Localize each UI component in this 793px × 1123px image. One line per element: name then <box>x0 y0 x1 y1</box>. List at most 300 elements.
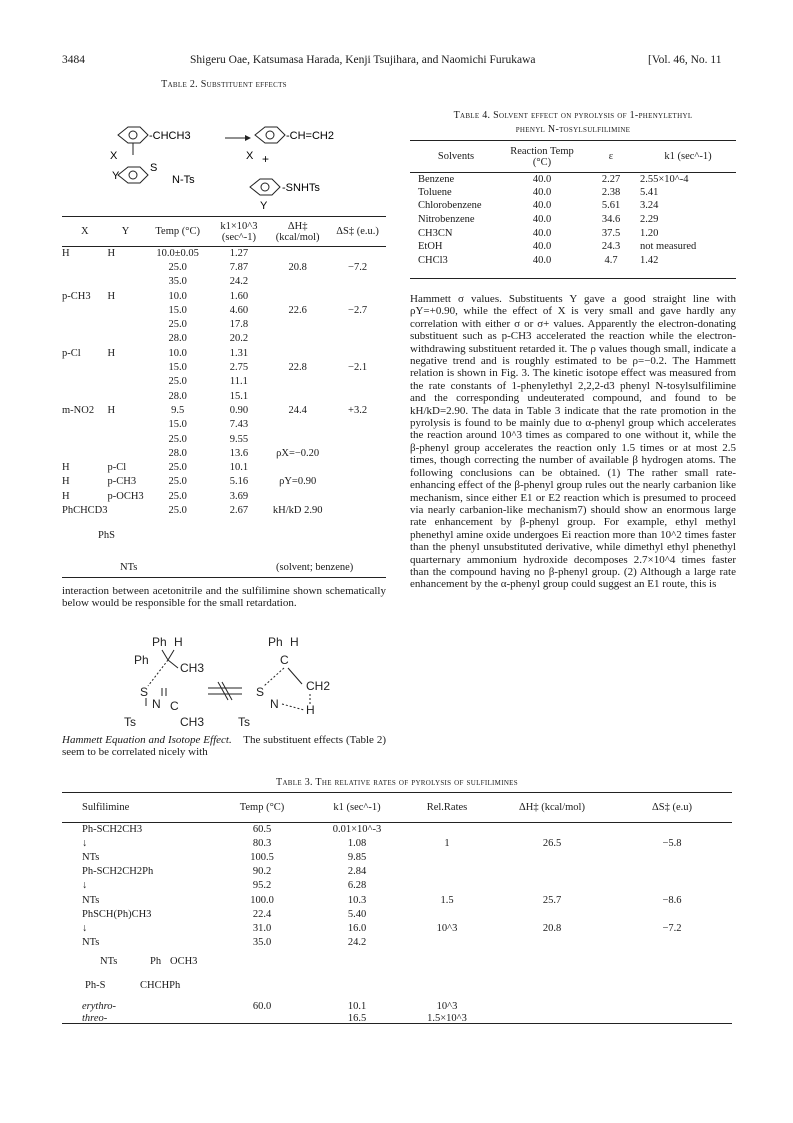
th-k1: k1 (sec^-1) <box>664 151 712 163</box>
cell-ds: −5.8 <box>662 837 682 849</box>
table4-top-rule <box>410 140 736 141</box>
scheme-label: -SNHTs <box>282 182 320 194</box>
table4-caption-line1: Table 4. Solvent effect on pyrolysis of 1-phenylethyl <box>453 110 693 121</box>
cell-x <box>62 360 108 374</box>
cell-temp: 25.0 <box>168 376 187 388</box>
table-row <box>410 172 736 186</box>
cell-dh <box>266 317 329 331</box>
cell-y <box>108 303 144 317</box>
cell-x <box>62 418 108 432</box>
table-row <box>62 303 386 317</box>
cell-k1: 5.16 <box>229 476 249 488</box>
cell-y <box>108 432 144 446</box>
cell-ds <box>612 865 732 879</box>
table2-phs-label: PhS <box>98 530 115 541</box>
left-paragraph-2 <box>62 734 386 759</box>
cell-sulfilimine: NTs <box>82 851 100 863</box>
benzene-ring-4 <box>250 179 280 195</box>
cell-k1: 0.90 <box>229 404 249 416</box>
cell-k1: 1.20 <box>640 227 659 239</box>
cell-rel-rate: 1.5 <box>440 894 454 906</box>
table3-caption: Table 3. The relative rates of pyrolysis of sulfilimines <box>276 777 518 788</box>
cell-ds <box>612 950 732 1012</box>
cell-temp: 35.0 <box>252 937 272 949</box>
cell-ds <box>612 822 732 836</box>
cell-temp: 15.0 <box>168 419 187 431</box>
table-row <box>62 275 386 289</box>
th-temp: Temp (°C) <box>239 802 285 814</box>
benzene-ring-3 <box>255 127 285 143</box>
table-row <box>62 446 386 460</box>
cell-sulfilimine: ↓ <box>82 922 88 934</box>
cell-temp: 25.0 <box>168 504 187 516</box>
cell-k1: 3.69 <box>229 490 249 502</box>
cell-temp: 40.0 <box>532 186 552 198</box>
cell-k1: 16.0 <box>347 922 367 934</box>
cell-x <box>62 317 108 331</box>
cell-rel-rate <box>402 850 492 864</box>
cell-ds <box>329 475 386 489</box>
cell-ds <box>329 418 386 432</box>
cell-k1: 17.8 <box>229 319 249 331</box>
cell-x: H <box>62 476 70 488</box>
scheme-label: Ts <box>124 715 136 728</box>
cell-k1: 7.87 <box>229 261 249 273</box>
table-row <box>62 822 732 836</box>
scheme-label: -CHCH3 <box>149 130 191 142</box>
cell-sulfilimine: ↓ <box>82 880 88 892</box>
cell-k1: 2.75 <box>229 362 249 374</box>
th-k1: k1 (sec^-1) <box>333 802 381 814</box>
cell-ds <box>329 375 386 389</box>
table-row <box>62 489 386 503</box>
cell-rel-rate <box>402 865 492 879</box>
cell-dh <box>266 460 329 474</box>
cell-sulfilimine: erythro- <box>82 1000 117 1012</box>
table-row <box>62 260 386 274</box>
left-paragraph-2-text: The substituent effects (Table 2) seem to be correlated nicely with <box>62 734 386 759</box>
scheme-label: S <box>140 685 149 699</box>
cell-x <box>62 389 108 403</box>
table-row <box>62 332 386 346</box>
table-row <box>62 432 386 446</box>
cell-dh: 25.7 <box>542 894 562 906</box>
cell-dh: ρY=0.90 <box>279 476 317 488</box>
cell-sulfilimine: threo- <box>82 1013 108 1025</box>
cell-x: H <box>62 247 70 259</box>
cell-ds <box>329 275 386 289</box>
cell-dh <box>266 275 329 289</box>
cell-k1: 24.2 <box>347 937 367 949</box>
scheme-label: N <box>270 697 279 711</box>
table2-header-row <box>62 218 386 246</box>
cell-temp: 25.0 <box>168 319 187 331</box>
cell-y <box>108 360 144 374</box>
cell-dh <box>492 907 612 921</box>
scheme-label: S <box>256 685 265 699</box>
cell-temp: 60.5 <box>252 823 272 835</box>
cell-temp: 100.0 <box>250 894 274 906</box>
cell-y: p-OCH3 <box>107 490 144 502</box>
cell-temp: 40.0 <box>532 227 552 239</box>
arrow-head <box>245 135 251 141</box>
scheme-label: S <box>150 162 158 174</box>
cell-rel-rate: 10^3 <box>436 1000 458 1012</box>
table-row <box>62 246 386 260</box>
table-row <box>62 879 732 893</box>
cell-temp: 25.0 <box>168 490 187 502</box>
th-dh: ΔH‡ (kcal/mol) <box>519 802 585 814</box>
cell-y <box>108 275 144 289</box>
cell-y: H <box>107 404 116 416</box>
scheme-label: X <box>246 150 254 162</box>
right-column-paragraph: Hammett σ values. Substituents Y gave a good straight line with ρY=+0.90, while the effect of X is very small and gave hardly any correlation with either σ or σ+ values. Apparently the electron-donating substituent such as p-CH3 accelerated the reaction while the electron-withdrawing substituent retarded it. The ρ values though small, indicate a negative trend and is roughly estimated to be ρ=−0.2. The Hammett relation is shown in Fig. 3. The kinetic isotope effect was measured from the rate constants of 1-phenylethyl 2,2,2-d3 phenyl N-tosylsulfilimine and the corresponding undeuterated compound, and found to be kH/kD=2.90. The data in Table 3 indicate that the rate promotion in the pyrolysis is found to be mainly due to α-phenyl group which accelerates the reaction around 10^3 times as compared to one without it, while the β-phenyl group accelerates the reaction only 1.5 times or at most 2.5 times, though correcting the number of available β hydrogen atoms. The following conclusions can be obtained. (1) The rather small rate-enhancing effect of the β-phenyl group rules out the nearly carbanion like mechanism, since either E1 or E2 reaction which is presumed to proceed via nearly carbanion-like mechanism7) should show an enormous large rate enhancement by β-phenyl group. For example, ethyl methyl phenethyl amine oxide undergoes Ei reaction more than 10^2 times faster than the phenyl unsubstituted derivative, while dimethyl ethyl phenethyl quarternary ammonium hydroxide decomposes 2.7×10^4 times faster than the compound having no β-phenyl group. (2) Although a large rate enhancement by the α-phenyl group could suggest an E1 route, this is <box>410 293 736 591</box>
cell-dh <box>492 822 612 836</box>
table2 <box>62 218 386 518</box>
cell-solvent: CHCl3 <box>418 254 448 266</box>
th-dh: ΔH‡ (kcal/mol) <box>275 220 320 243</box>
cell-k1: 15.1 <box>229 390 249 402</box>
cell-dh <box>266 375 329 389</box>
cell-x: H <box>62 490 70 502</box>
acetonitrile-interaction-scheme <box>110 632 360 728</box>
cell-dh <box>266 346 329 360</box>
struct-label-och3: OCH3 <box>170 956 198 967</box>
table2-bottom-rule <box>62 577 386 578</box>
cell-sulfilimine: NTs <box>82 937 100 949</box>
cell-dh <box>266 418 329 432</box>
table2-footnote: (solvent; benzene) <box>276 562 354 573</box>
table-row <box>410 199 736 213</box>
cell-epsilon: 34.6 <box>601 214 621 226</box>
cell-sulfilimine: PhSCH(Ph)CH3 <box>82 908 152 920</box>
cell-temp: 25.0 <box>168 476 187 488</box>
table4-caption-line2: phenyl N-tosylsulfilimine <box>515 124 631 135</box>
cell-y: H <box>107 247 116 259</box>
cell-k1: 2.84 <box>347 866 367 878</box>
cell-k1: 4.60 <box>229 304 249 316</box>
cell-k1: 5.41 <box>640 186 659 198</box>
cell-y: p-Cl <box>107 462 127 474</box>
cell-ds: −2.1 <box>348 362 368 374</box>
scheme-label: -CH=CH2 <box>286 130 334 142</box>
cell-epsilon: 2.38 <box>601 186 621 198</box>
scheme-label: CH2 <box>306 679 331 693</box>
cell-temp: 80.3 <box>252 837 272 849</box>
cell-temp: 35.0 <box>168 276 187 288</box>
table-row <box>62 907 732 921</box>
cell-temp: 40.0 <box>532 241 552 253</box>
cell-x <box>62 432 108 446</box>
cell-x: PhCHCD3 <box>62 504 108 516</box>
left-paragraph-1: interaction between acetonitrile and the sulfilimine shown schematically below would be responsible for the small retardation. <box>62 585 386 610</box>
cell-y <box>108 503 144 517</box>
cell-sulfilimine: Ph-SCH2CH2Ph <box>82 866 154 878</box>
scheme-label: H <box>306 703 315 717</box>
cell-sulfilimine: Ph-SCH2CH3 <box>82 823 143 835</box>
cell-y <box>108 260 144 274</box>
scheme-label: N-Ts <box>172 174 195 186</box>
cell-k1: 10.3 <box>347 894 367 906</box>
cell-solvent: EtOH <box>418 241 443 253</box>
cell-temp: 100.5 <box>250 851 274 863</box>
cell-rel-rate: 1 <box>444 837 450 849</box>
table-row <box>62 289 386 303</box>
scheme-label: CH3 <box>180 661 205 675</box>
cell-temp: 40.0 <box>532 200 552 212</box>
table-row <box>62 418 386 432</box>
cell-temp: 15.0 <box>168 304 187 316</box>
scheme-label: Ts <box>238 715 250 728</box>
cell-k1: 7.43 <box>229 419 249 431</box>
cell-k1: 16.5 <box>347 1013 367 1025</box>
cell-dh <box>266 432 329 446</box>
cell-k1: 11.1 <box>229 376 248 388</box>
cell-ds <box>329 346 386 360</box>
scheme-label: CH3 <box>180 715 205 728</box>
table-row <box>410 254 736 268</box>
cell-temp: 60.0 <box>252 1000 272 1012</box>
cell-k1: 6.28 <box>347 880 367 892</box>
cell-k1: 10.1 <box>347 1000 367 1012</box>
cell-dh <box>492 936 612 950</box>
cell-ds: −7.2 <box>662 922 682 934</box>
cell-temp: 40.0 <box>532 214 552 226</box>
table2-nts-label: NTs <box>120 562 138 573</box>
th-epsilon: ε <box>608 151 614 163</box>
table2-top-rule <box>62 216 386 217</box>
th-y: Y <box>121 226 130 238</box>
cell-dh: 20.8 <box>288 261 307 273</box>
scheme-label: H <box>290 635 299 649</box>
table-row <box>62 403 386 417</box>
cell-ds <box>329 503 386 517</box>
cell-x <box>62 332 108 346</box>
cell-y: p-CH3 <box>107 476 137 488</box>
cell-x <box>62 303 108 317</box>
table2-reaction-scheme <box>100 95 350 215</box>
th-k1: k1×10^3 (sec^-1) <box>220 220 258 243</box>
cell-sulfilimine: NTs <box>82 894 100 906</box>
cell-ds <box>612 936 732 950</box>
scheme-label: Ph <box>134 653 149 667</box>
cell-dh <box>492 850 612 864</box>
cell-epsilon: 5.61 <box>601 200 621 212</box>
scheme-label: X <box>110 150 118 162</box>
cell-rel-rate: 10^3 <box>436 922 458 934</box>
cell-solvent: Toluene <box>418 186 452 198</box>
cell-temp: 25.0 <box>168 462 187 474</box>
cell-x <box>62 375 108 389</box>
cell-dh <box>492 950 612 1012</box>
scheme-label: Ph <box>268 635 283 649</box>
table-row <box>62 921 732 935</box>
cell-dh: 26.5 <box>542 837 562 849</box>
cell-temp: 10.0 <box>168 290 187 302</box>
journal-volume: [Vol. 46, No. 11 <box>648 54 722 66</box>
cell-rel-rate: 1.5×10^3 <box>427 1013 467 1025</box>
cell-dh: kH/kD 2.90 <box>272 504 323 516</box>
cell-temp: 28.0 <box>168 333 187 345</box>
cell-k1: 5.40 <box>347 908 367 920</box>
scheme-label: + <box>262 152 270 166</box>
cell-temp: 25.0 <box>168 433 187 445</box>
cell-y: H <box>107 347 116 359</box>
cell-k1: 24.2 <box>229 276 249 288</box>
cell-epsilon: 37.5 <box>601 227 621 239</box>
table-row <box>62 389 386 403</box>
cell-k1: not measured <box>640 241 697 253</box>
cell-solvent: Chlorobenzene <box>418 200 482 212</box>
th-sulfilimine: Sulfilimine <box>82 802 130 814</box>
scheme-label: Y <box>260 200 268 212</box>
cell-epsilon: 24.3 <box>601 241 621 253</box>
scheme-label: C <box>280 653 289 667</box>
cell-dh: 20.8 <box>542 922 562 934</box>
cell-k1: 1.31 <box>229 347 249 359</box>
cell-k1: 9.85 <box>347 851 367 863</box>
table-row <box>62 317 386 331</box>
cell-dh <box>266 489 329 503</box>
th-ds: ΔS‡ (e.u) <box>652 802 692 814</box>
cell-y <box>108 389 144 403</box>
cell-k1: 1.08 <box>347 837 367 849</box>
cell-k1: 1.42 <box>640 254 659 266</box>
cell-rel-rate <box>402 822 492 836</box>
table3 <box>62 794 732 1026</box>
cell-epsilon: 2.27 <box>601 173 621 185</box>
cell-ds <box>612 850 732 864</box>
th-reaction-temp: Reaction Temp (°C) <box>510 145 574 168</box>
cell-k1: 1.60 <box>229 290 249 302</box>
scheme-label: Ph <box>152 635 167 649</box>
table-row <box>62 850 732 864</box>
cell-ds <box>329 317 386 331</box>
section-heading: Hammett Equation and Isotope Effect. <box>62 734 232 746</box>
cell-epsilon: 4.7 <box>604 254 618 266</box>
table-row <box>62 460 386 474</box>
cell-sulfilimine: ↓ <box>82 837 88 849</box>
table-row <box>410 226 736 240</box>
cell-solvent: CH3CN <box>418 227 453 239</box>
scheme-label: H <box>174 635 183 649</box>
cell-ds: −7.2 <box>348 261 368 273</box>
cell-y <box>108 375 144 389</box>
cell-temp: 10.0 <box>168 347 187 359</box>
table3-bottom-rule <box>62 1023 732 1024</box>
cell-y <box>108 317 144 331</box>
cell-k1: 9.55 <box>229 433 249 445</box>
cell-temp: 40.0 <box>532 254 552 266</box>
cell-k1: 0.01×10^-3 <box>332 823 382 835</box>
cell-ds <box>329 389 386 403</box>
cell-dh <box>492 865 612 879</box>
cell-solvent: Benzene <box>418 173 455 185</box>
th-x: X <box>80 226 89 238</box>
cell-y <box>108 446 144 460</box>
scheme-label: C <box>170 699 179 713</box>
cell-x <box>62 446 108 460</box>
table2-caption: Table 2. Substituent effects <box>161 79 287 90</box>
cell-x: p-Cl <box>62 347 81 359</box>
table-row <box>62 836 732 850</box>
table-row <box>62 475 386 489</box>
table3-top-rule <box>62 792 732 793</box>
cell-dh: 22.8 <box>288 362 307 374</box>
cell-ds <box>612 907 732 921</box>
struct-label-chchph: CHCHPh <box>140 980 181 991</box>
cell-ds <box>612 879 732 893</box>
cell-ds <box>329 432 386 446</box>
cell-dh <box>266 389 329 403</box>
cell-ds <box>329 489 386 503</box>
cell-temp: 22.4 <box>252 908 272 920</box>
cell-k1: 2.67 <box>229 504 249 516</box>
th-rel-rates: Rel.Rates <box>426 802 468 814</box>
table-row <box>62 375 386 389</box>
cell-temp: 90.2 <box>252 866 272 878</box>
cell-temp: 28.0 <box>168 390 187 402</box>
cell-ds: +3.2 <box>348 404 368 416</box>
cell-solvent: Nitrobenzene <box>418 214 475 226</box>
cell-dh: 22.6 <box>288 304 307 316</box>
cell-temp: 9.5 <box>171 404 185 416</box>
struct-label-phs: Ph-S <box>85 980 106 991</box>
cell-temp: 28.0 <box>168 447 187 459</box>
th-temp: Temp (°C) <box>155 226 200 238</box>
cell-y: H <box>107 290 116 302</box>
cell-k1: 1.27 <box>229 247 249 259</box>
table4 <box>410 142 736 267</box>
table-row <box>62 360 386 374</box>
cell-k1: 13.6 <box>229 447 249 459</box>
table-row <box>62 503 386 517</box>
cell-dh <box>492 879 612 893</box>
cell-rel-rate <box>402 936 492 950</box>
page-number: 3484 <box>62 54 85 66</box>
table-row <box>62 346 386 360</box>
cell-ds: −2.7 <box>348 304 368 316</box>
cell-dh: ρX=−0.20 <box>276 447 320 459</box>
cell-rel-rate <box>402 907 492 921</box>
cell-dh: 24.4 <box>288 404 307 416</box>
table-row <box>410 186 736 200</box>
cell-ds <box>329 446 386 460</box>
cell-rel-rate <box>402 879 492 893</box>
cell-dh <box>266 289 329 303</box>
table-row <box>62 865 732 879</box>
cell-x: m-NO2 <box>62 404 95 416</box>
struct-label-ph: Ph <box>150 956 162 967</box>
table-row <box>62 893 732 907</box>
cell-y <box>108 332 144 346</box>
cell-k1: 2.29 <box>640 214 659 226</box>
table-row <box>62 936 732 950</box>
cell-k1: 10.1 <box>229 462 249 474</box>
cell-y <box>108 418 144 432</box>
cell-ds <box>329 460 386 474</box>
table-row <box>410 240 736 254</box>
cell-ds <box>329 246 386 260</box>
table4-bottom-rule <box>410 278 736 279</box>
benzene-ring-2 <box>118 167 148 183</box>
cell-temp: 10.0±0.05 <box>156 247 199 259</box>
cell-temp: 15.0 <box>168 362 187 374</box>
benzene-ring-1 <box>118 127 148 143</box>
cell-k1: 3.24 <box>640 200 659 212</box>
cell-k1: 20.2 <box>229 333 249 345</box>
cell-ds <box>329 289 386 303</box>
